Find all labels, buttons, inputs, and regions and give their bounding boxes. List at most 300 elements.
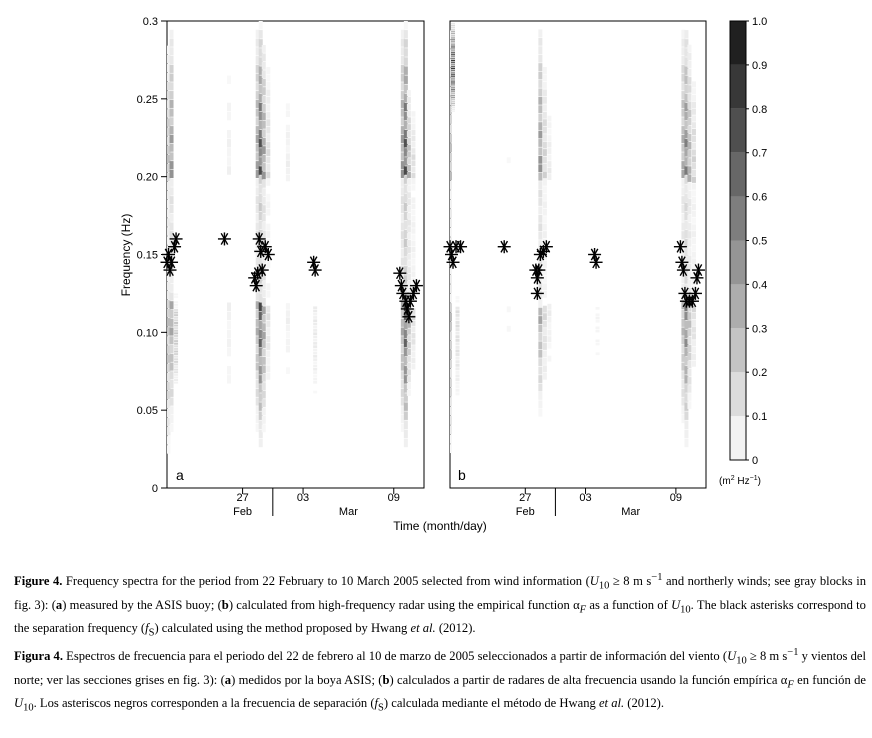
spectral-cell <box>266 104 270 111</box>
spectral-cell <box>262 96 266 104</box>
spectral-cell <box>451 107 455 108</box>
spectral-cell <box>538 173 542 181</box>
spectral-cell <box>538 316 542 324</box>
spectral-cell <box>543 82 547 89</box>
spectral-cell <box>543 209 547 216</box>
spectral-cell <box>687 337 691 345</box>
spectral-cell <box>692 81 696 87</box>
spectral-cell <box>596 320 600 323</box>
spectral-cell <box>538 156 542 164</box>
spectral-cell <box>456 332 460 335</box>
spectral-cell <box>262 365 266 373</box>
spectral-cell <box>543 67 547 74</box>
spectral-cell <box>451 111 455 112</box>
spectral-cell <box>262 391 266 399</box>
spectral-cell <box>313 378 317 381</box>
spectral-cell <box>538 392 542 400</box>
spectral-cell <box>543 134 547 141</box>
spectral-cell <box>451 25 455 26</box>
spectral-cell <box>543 142 547 149</box>
spectral-cell <box>227 339 231 347</box>
spectral-cell <box>451 58 455 59</box>
spectral-cell <box>451 99 455 100</box>
spectral-cell <box>174 317 178 319</box>
spectral-cell <box>547 129 551 135</box>
spectral-cell <box>538 63 542 71</box>
spectral-cell <box>448 284 452 293</box>
month-label: Feb <box>515 506 535 518</box>
spectral-cell <box>538 164 542 172</box>
spectral-cell <box>404 75 408 83</box>
spectral-cell <box>266 291 270 298</box>
spectral-cell <box>174 304 178 306</box>
spectral-cell <box>448 322 452 331</box>
spectral-cell <box>692 231 696 237</box>
spectral-cell <box>687 101 691 109</box>
spectral-cell <box>170 30 174 38</box>
spectral-cell <box>456 374 460 377</box>
spectral-cell <box>507 326 511 332</box>
spectral-cell <box>170 424 174 432</box>
spectral-cell <box>174 382 178 384</box>
spectral-cell <box>538 215 542 223</box>
spectral-cell <box>543 291 547 298</box>
spectral-cell <box>411 185 415 191</box>
spectral-cell <box>448 369 452 378</box>
spectral-cell <box>448 209 452 218</box>
spectral-cell <box>543 321 547 328</box>
spectral-cell <box>227 366 231 374</box>
colorbar-tick-label: 0.5 <box>752 235 768 248</box>
spectral-cell <box>286 111 290 118</box>
spectral-cell <box>411 271 415 277</box>
spectral-cell <box>227 75 231 83</box>
spectral-cell <box>404 430 408 438</box>
spectral-cell <box>451 83 455 84</box>
spectral-cell <box>507 157 511 163</box>
spectral-cell <box>262 399 266 407</box>
spectral-cell <box>687 199 691 207</box>
spectral-cell <box>407 145 411 151</box>
spectral-cell <box>174 340 178 342</box>
spectral-cell <box>543 276 547 283</box>
spectral-cell <box>687 223 691 231</box>
colorbar-unit: ($m^2$ $Hz^{-1}$) <box>719 475 761 487</box>
spectral-cell <box>286 153 290 160</box>
spectral-cell <box>262 79 266 87</box>
spectral-cell <box>448 407 452 416</box>
spectral-cell <box>286 317 290 324</box>
spectral-cell <box>411 358 415 364</box>
spectral-cell <box>687 69 691 77</box>
spectral-cell <box>411 234 415 240</box>
spectral-cell <box>174 314 178 316</box>
spectral-cell <box>448 181 452 190</box>
spectral-cell <box>404 48 408 56</box>
spectral-cell <box>451 35 455 36</box>
spectral-cell <box>407 90 411 96</box>
spectral-cell <box>170 301 174 309</box>
spectral-cell <box>451 70 455 71</box>
spectral-cell <box>448 360 452 369</box>
spectral-cell <box>687 393 691 401</box>
spectral-cell <box>407 356 411 362</box>
spectral-cell <box>538 400 542 408</box>
spectral-cell <box>313 306 317 309</box>
spectral-cell <box>543 216 547 223</box>
spectral-cell <box>687 247 691 255</box>
spectral-cell <box>262 155 266 163</box>
spectral-cell <box>411 339 415 345</box>
spectral-cell <box>687 126 691 134</box>
spectral-cell <box>451 52 455 53</box>
spectral-cell <box>543 171 547 178</box>
spectral-cell <box>448 124 452 133</box>
spectral-cell <box>538 341 542 349</box>
spectral-cell <box>547 161 551 167</box>
spectral-cell <box>411 259 415 265</box>
spectral-cell <box>286 339 290 346</box>
spectral-cell <box>407 349 411 355</box>
spectral-cell <box>451 66 455 67</box>
spectral-cell <box>313 326 317 329</box>
spectral-cell <box>174 306 178 308</box>
spectral-cell <box>684 430 688 438</box>
spectral-cell <box>170 179 174 187</box>
spectral-cell <box>411 210 415 216</box>
spectral-cell <box>174 371 178 373</box>
spectral-cell <box>266 89 270 96</box>
spectral-cell <box>538 181 542 189</box>
spectral-cell <box>547 148 551 154</box>
spectral-cell <box>266 373 270 380</box>
panel-b-x-ticks <box>516 488 682 518</box>
spectral-cell <box>448 425 452 434</box>
spectral-cell <box>411 148 415 154</box>
spectral-cell <box>543 112 547 119</box>
spectral-cell <box>313 329 317 332</box>
spectral-cell <box>407 206 411 212</box>
spectral-cell <box>227 103 231 111</box>
spectral-cell <box>286 325 290 332</box>
spectral-cell <box>411 154 415 160</box>
spectral-cell <box>404 57 408 65</box>
spectral-cell <box>538 207 542 215</box>
spectral-cell <box>174 345 178 347</box>
spectral-cell <box>404 402 408 410</box>
spectral-cell <box>170 231 174 239</box>
spectral-cell <box>404 66 408 74</box>
x-tick-label: 09 <box>669 492 683 504</box>
spectral-cell <box>547 122 551 128</box>
spectral-cell <box>407 104 411 110</box>
y-tick-label: 0.10 <box>136 327 158 340</box>
spectral-cell <box>543 336 547 343</box>
spectral-cell <box>262 188 266 196</box>
spectral-cell <box>266 142 270 149</box>
spectral-cell <box>174 350 178 352</box>
spectral-cell <box>543 343 547 350</box>
spectral-cell <box>692 354 696 360</box>
colorbar-tick-label: 0.9 <box>752 59 768 72</box>
spectral-cell <box>547 174 551 180</box>
spectral-cell <box>167 445 171 453</box>
spectral-cell <box>538 198 542 206</box>
spectral-cell <box>266 112 270 119</box>
colorbar-step <box>730 328 746 372</box>
spectral-cell <box>262 306 266 314</box>
spectral-cell <box>266 283 270 290</box>
spectral-cell <box>596 307 600 310</box>
spectral-cell <box>407 247 411 253</box>
spectral-cell <box>170 109 174 117</box>
spectral-cell <box>451 97 455 98</box>
spectral-cell <box>456 310 460 313</box>
spectral-cell <box>411 327 415 333</box>
spectral-cell <box>692 340 696 346</box>
y-tick-label: 0.15 <box>136 249 158 262</box>
spectral-cell <box>451 103 455 104</box>
spectral-cell <box>456 314 460 317</box>
spectral-cell <box>687 191 691 199</box>
spectral-cell <box>259 30 263 38</box>
spectral-cell <box>286 303 290 310</box>
spectral-cell <box>411 179 415 185</box>
spectral-cell <box>538 358 542 366</box>
spectral-cell <box>286 367 290 374</box>
spectral-cell <box>692 326 696 332</box>
spectral-cell <box>448 378 452 387</box>
spectral-cell <box>687 77 691 85</box>
spectral-cell <box>538 367 542 375</box>
spectral-cell <box>456 385 460 388</box>
spectral-cell <box>543 186 547 193</box>
spectral-cell <box>448 134 452 143</box>
spectral-cell <box>596 326 600 329</box>
spectral-cell <box>313 362 317 365</box>
spectral-cell <box>407 179 411 185</box>
colorbar <box>730 16 767 467</box>
spectral-cell <box>547 323 551 329</box>
spectral-cell <box>543 119 547 126</box>
spectral-cell <box>174 363 178 365</box>
spectral-cell <box>547 304 551 310</box>
spectral-cell <box>507 306 511 312</box>
spectral-cell <box>448 294 452 303</box>
panel-b-label: b <box>458 467 466 483</box>
spectral-cell <box>538 46 542 54</box>
spectral-cell <box>687 401 691 409</box>
spectral-cell <box>170 214 174 222</box>
spectral-cell <box>227 130 231 138</box>
spectral-cell <box>543 149 547 156</box>
spectral-cell <box>411 117 415 123</box>
spectral-cell <box>313 336 317 339</box>
spectral-cell <box>407 131 411 137</box>
spectral-cell <box>411 173 415 179</box>
spectral-cell <box>262 357 266 365</box>
spectral-cell <box>692 238 696 244</box>
spectral-cell <box>407 213 411 219</box>
colorbar-step <box>730 21 746 65</box>
spectral-cell <box>266 350 270 357</box>
spectral-cell <box>687 61 691 69</box>
spectral-cell <box>448 275 452 284</box>
spectral-cell <box>227 112 231 120</box>
spectral-cell <box>170 196 174 204</box>
spectral-cell <box>266 164 270 171</box>
spectral-cell <box>262 129 266 137</box>
spectral-cell <box>262 323 266 331</box>
spectral-cell <box>538 384 542 392</box>
spectral-cell <box>313 368 317 371</box>
y-tick-label: 0.3 <box>142 16 158 28</box>
spectral-cell <box>456 335 460 338</box>
spectral-cell <box>170 126 174 134</box>
spectral-cell <box>313 316 317 319</box>
spectral-cell <box>313 355 317 358</box>
spectral-cell <box>262 298 266 306</box>
spectral-cell <box>262 349 266 357</box>
spectral-cell <box>266 343 270 350</box>
spectral-cell <box>547 135 551 141</box>
spectral-cell <box>174 338 178 340</box>
y-tick-label: 0.25 <box>136 93 158 106</box>
spectral-cell <box>692 177 696 183</box>
spectral-cell <box>451 60 455 61</box>
spectral-cell <box>174 312 178 314</box>
spectral-cell <box>266 321 270 328</box>
spectral-cell <box>692 361 696 367</box>
spectral-cell <box>543 313 547 320</box>
spectral-cell <box>266 179 270 186</box>
spectral-cell <box>451 23 455 24</box>
spectral-cell <box>313 349 317 352</box>
spectral-cell <box>596 352 600 355</box>
spectral-cell <box>411 216 415 222</box>
spectral-cell <box>404 21 408 29</box>
spectral-cell <box>174 309 178 311</box>
spectral-cell <box>687 174 691 182</box>
spectral-cell <box>543 75 547 82</box>
spectral-cell <box>407 240 411 246</box>
spectral-cell <box>170 371 174 379</box>
colorbar-tick-label: 0.6 <box>752 191 768 204</box>
spectral-cell <box>448 219 452 228</box>
spectral-cell <box>170 389 174 397</box>
spectral-cell <box>543 89 547 96</box>
spectral-cell <box>596 314 600 317</box>
spectral-cell <box>448 303 452 312</box>
spectral-cell <box>411 142 415 148</box>
spectral-cell <box>313 365 317 368</box>
spectral-cell <box>547 317 551 323</box>
spectral-cell <box>407 192 411 198</box>
spectral-cell <box>286 139 290 146</box>
spectral-cell <box>266 328 270 335</box>
spectral-cell <box>456 350 460 353</box>
x-tick-label: 27 <box>236 492 249 504</box>
spectral-cell <box>174 319 178 321</box>
spectral-cell <box>170 406 174 414</box>
spectral-cell <box>262 197 266 205</box>
spectral-cell <box>407 260 411 266</box>
spectral-cell <box>687 53 691 61</box>
spectral-cell <box>692 143 696 149</box>
spectral-cell <box>692 170 696 176</box>
spectral-cell <box>286 332 290 339</box>
spectral-cell <box>313 323 317 326</box>
spectral-cell <box>448 350 452 359</box>
spectral-cell <box>227 330 231 338</box>
colorbar-step <box>730 372 746 416</box>
spectral-cell <box>451 56 455 57</box>
spectral-cell <box>174 301 178 303</box>
spectral-cell <box>448 171 452 180</box>
spectral-cell <box>227 139 231 147</box>
spectral-cell <box>170 91 174 99</box>
spectral-cell <box>596 343 600 346</box>
colorbar-tick-label: 0.2 <box>752 367 768 380</box>
spectral-cell <box>543 194 547 201</box>
spectral-cell <box>313 352 317 355</box>
spectral-cell <box>687 385 691 393</box>
spectral-cell <box>266 127 270 134</box>
spectral-cell <box>313 313 317 316</box>
spectral-cell <box>262 171 266 179</box>
spectral-cell <box>262 87 266 95</box>
spectral-cell <box>456 378 460 381</box>
spectral-cell <box>407 185 411 191</box>
spectral-cell <box>262 112 266 120</box>
spectral-cell <box>538 55 542 63</box>
spectral-cell <box>174 374 178 376</box>
spectral-cell <box>687 45 691 53</box>
spectral-cell <box>170 319 174 327</box>
spectral-cell <box>170 39 174 47</box>
spectral-cell <box>227 166 231 174</box>
spectral-cell <box>456 307 460 310</box>
panel-a-frame <box>167 21 424 488</box>
spectral-cell <box>448 341 452 350</box>
spectral-cell <box>456 382 460 385</box>
spectral-cell <box>407 151 411 157</box>
spectral-cell <box>448 388 452 397</box>
spectral-cell <box>411 364 415 370</box>
spectral-cell <box>543 261 547 268</box>
spectral-cell <box>170 415 174 423</box>
spectral-cell <box>266 261 270 268</box>
spectral-cell <box>262 205 266 213</box>
spectral-cell <box>407 274 411 280</box>
spectral-cell <box>687 369 691 377</box>
spectral-cell <box>547 336 551 342</box>
spectral-cell <box>411 253 415 259</box>
spectral-cell <box>259 439 263 447</box>
spectral-cell <box>451 72 455 73</box>
spectral-cell <box>170 222 174 230</box>
spectral-cell <box>692 245 696 251</box>
spectral-cell <box>448 416 452 425</box>
spectral-cell <box>451 74 455 75</box>
y-tick-label: 0.20 <box>136 171 158 184</box>
spectral-cell <box>547 116 551 122</box>
colorbar-tick-label: 0.8 <box>752 103 768 116</box>
spectral-cell <box>266 306 270 313</box>
spectral-cell <box>411 222 415 228</box>
spectral-cell <box>687 377 691 385</box>
spectral-cell <box>456 392 460 395</box>
